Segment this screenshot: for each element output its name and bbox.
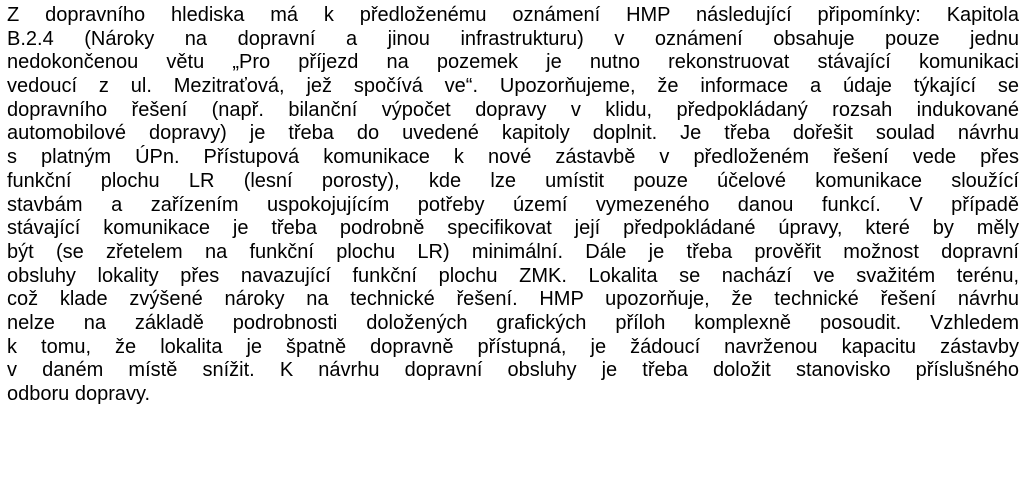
- paragraph-line: v daném místě snížit. K návrhu dopravní obsluhy je třeba doložit stanovisko příslušného: [7, 359, 1019, 382]
- paragraph-line: k tomu, že lokalita je špatně dopravně přístupná, je žádoucí navrženou kapacitu zástavby: [7, 335, 1019, 358]
- paragraph-line: což klade zvýšené nároky na technické řešení. HMP upozorňuje, že technické řešení návrhu: [7, 288, 1019, 311]
- paragraph-line: dopravního řešení (např. bilanční výpočet dopravy v klidu, předpokládaný rozsah indukované: [7, 98, 1019, 121]
- body-paragraph: [7, 4, 1019, 407]
- paragraph-line: B.2.4 (Nároky na dopravní a jinou infrastrukturu) v oznámení obsahuje pouze jednu: [7, 27, 1019, 50]
- paragraph-line: automobilové dopravy) je třeba do uvedené kapitoly doplnit. Je třeba dořešit soulad návrhu: [7, 122, 1019, 145]
- paragraph-line: Z dopravního hlediska má k předloženému oznámení HMP následující připomínky: Kapitola: [7, 4, 1019, 26]
- paragraph-line: obsluhy lokality přes navazující funkční plochu ZMK. Lokalita se nachází ve svažitém terénu,: [7, 264, 1019, 287]
- paragraph-line: s platným ÚPn. Přístupová komunikace k nové zástavbě v předloženém řešení vede přes: [7, 146, 1019, 169]
- paragraph-line: být (se zřetelem na funkční plochu LR) minimální. Dále je třeba prověřit možnost dopravní: [7, 240, 1019, 263]
- paragraph-line: nelze na základě podrobnosti doložených grafických příloh komplexně posoudit. Vzhledem: [7, 311, 1019, 334]
- paragraph-line: vedoucí z ul. Mezitraťová, jež spočívá ve“. Upozorňujeme, že informace a údaje týkající se: [7, 75, 1019, 98]
- paragraph-line: stávající komunikace je třeba podrobně specifikovat její předpokládané úpravy, které by měly: [7, 217, 1019, 240]
- paragraph-line: funkční plochu LR (lesní porosty), kde lze umístit pouze účelové komunikace sloužící: [7, 169, 1019, 192]
- paragraph-line: stavbám a zařízením uspokojujícím potřeby území vymezeného danou funkcí. V případě: [7, 193, 1019, 216]
- paragraph-line: nedokončenou větu „Pro příjezd na pozemek je nutno rekonstruovat stávající komunikaci: [7, 51, 1019, 74]
- paragraph-line-last: odboru dopravy.: [7, 383, 151, 405]
